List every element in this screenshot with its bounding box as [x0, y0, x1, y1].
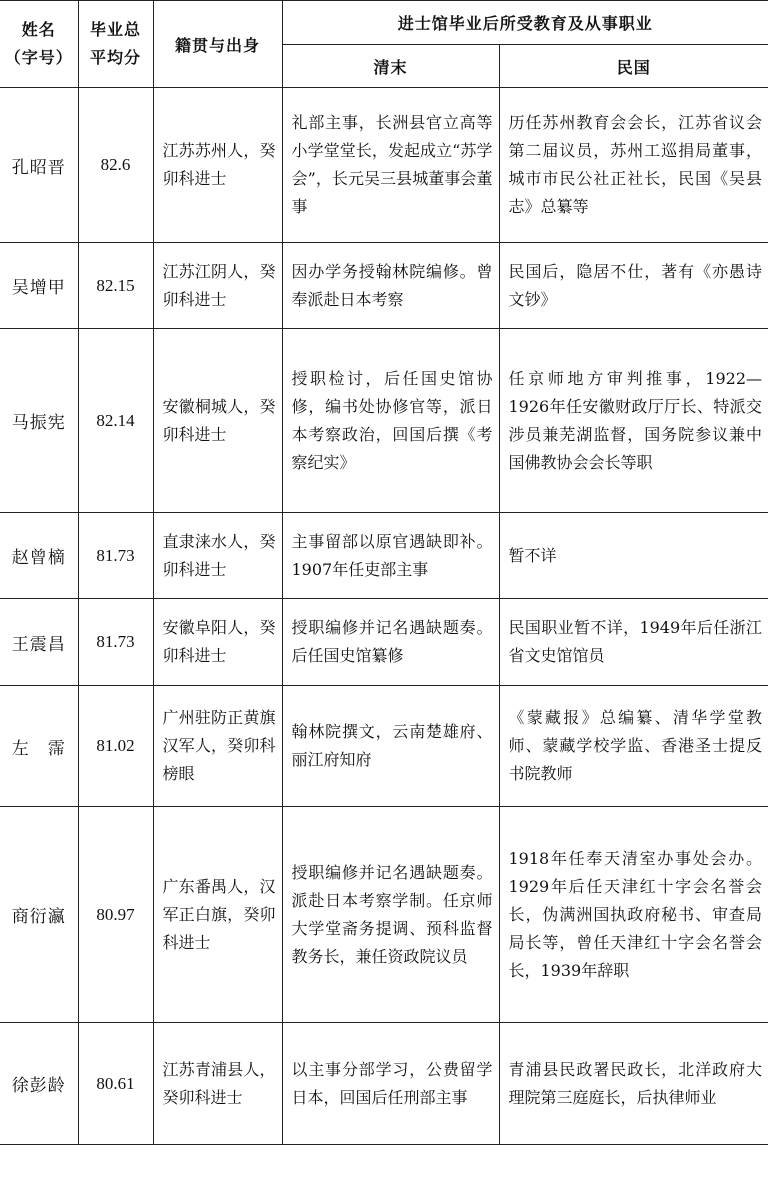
- table-row: [0, 1023, 768, 1145]
- row-qing: 主事留部以原官遇缺即补。1907年任吏部主事: [282, 513, 499, 599]
- row-score: 80.61: [78, 1023, 153, 1145]
- row-minguo: 青浦县民政署民政长，北洋政府大理院第三庭庭长，后执律师业: [499, 1023, 768, 1145]
- row-qing: 授职编修并记名遇缺题奏。派赴日本考察学制。任京师大学堂斋务提调、预科监督教务长，兼任资政院议员: [282, 807, 499, 1023]
- row-origin: 江苏青浦县人，癸卯科进士: [153, 1023, 282, 1145]
- row-qing: 因办学务授翰林院编修。曾奉派赴日本考察: [282, 243, 499, 329]
- row-origin: 安徽阜阳人，癸卯科进士: [153, 599, 282, 686]
- row-qing: 授职编修并记名遇缺题奏。后任国史馆纂修: [282, 599, 499, 686]
- row-name: 王震昌: [0, 599, 78, 686]
- table-row: [0, 513, 768, 599]
- row-score: 80.97: [78, 807, 153, 1023]
- row-qing: 礼部主事，长洲县官立高等小学堂堂长，发起成立“苏学会”，长元吴三县城董事会董事: [282, 88, 499, 243]
- row-score: 81.73: [78, 513, 153, 599]
- row-minguo: 历任苏州教育会会长，江苏省议会第二届议员，苏州工巡捐局董事，城市市民公社正社长，民国《吴县志》总纂等: [499, 88, 768, 243]
- row-origin: 江苏苏州人，癸卯科进士: [153, 88, 282, 243]
- row-qing: 授职检讨，后任国史馆协修，编书处协修官等，派日本考察政治，回国后撰《考察纪实》: [282, 329, 499, 513]
- row-score: 82.6: [78, 88, 153, 243]
- header-name-line1: 姓名: [21, 20, 56, 39]
- row-score: 81.73: [78, 599, 153, 686]
- table-row: [0, 807, 768, 1023]
- row-score: 81.02: [78, 686, 153, 807]
- header-career-group: 进士馆毕业后所受教育及从事职业: [282, 1, 768, 45]
- row-score: 82.15: [78, 243, 153, 329]
- row-minguo: 任京师地方审判推事，1922—1926年任安徽财政厅厅长、特派交涉员兼芜湖监督，国务院参议兼中国佛教协会会长等职: [499, 329, 768, 513]
- table-row: [0, 329, 768, 513]
- row-name: 吴增甲: [0, 243, 78, 329]
- header-minguo: 民国: [499, 45, 768, 88]
- row-name: 徐彭龄: [0, 1023, 78, 1145]
- row-score: 82.14: [78, 329, 153, 513]
- header-score-line1: 毕业总: [89, 20, 141, 39]
- table-row: [0, 243, 768, 329]
- row-qing: 以主事分部学习，公费留学日本，回国后任刑部主事: [282, 1023, 499, 1145]
- row-name: 赵曾樀: [0, 513, 78, 599]
- row-minguo: 暂不详: [499, 513, 768, 599]
- header-name-line2: （字号）: [4, 48, 73, 67]
- row-qing: 翰林院撰文，云南楚雄府、丽江府知府: [282, 686, 499, 807]
- row-name: 左 霈: [0, 686, 78, 807]
- header-qing: 清末: [282, 45, 499, 88]
- table-row: [0, 686, 768, 807]
- row-minguo: 民国职业暂不详，1949年后任浙江省文史馆馆员: [499, 599, 768, 686]
- table-row: [0, 88, 768, 243]
- header-score-line2: 平均分: [89, 48, 141, 67]
- row-origin: 江苏江阴人，癸卯科进士: [153, 243, 282, 329]
- row-name: 马振宪: [0, 329, 78, 513]
- table-row: [0, 599, 768, 686]
- row-minguo: 《蒙藏报》总编纂、清华学堂教师、蒙藏学校学监、香港圣士提反书院教师: [499, 686, 768, 807]
- row-minguo: 民国后，隐居不仕，著有《亦愚诗文钞》: [499, 243, 768, 329]
- header-score: [78, 1, 153, 88]
- header-origin: 籍贯与出身: [153, 1, 282, 88]
- row-minguo: 1918年任奉天清室办事处会办。1929年后任天津红十字会名誉会长，伪满洲国执政府秘书、审查局局长等，曾任天津红十字会名誉会长，1939年辞职: [499, 807, 768, 1023]
- row-name: 孔昭晋: [0, 88, 78, 243]
- row-origin: 广州驻防正黄旗汉军人，癸卯科榜眼: [153, 686, 282, 807]
- header-name: [0, 1, 78, 88]
- row-origin: 广东番禺人，汉军正白旗，癸卯科进士: [153, 807, 282, 1023]
- row-origin: 安徽桐城人，癸卯科进士: [153, 329, 282, 513]
- row-origin: 直隶涞水人，癸卯科进士: [153, 513, 282, 599]
- row-name: 商衍瀛: [0, 807, 78, 1023]
